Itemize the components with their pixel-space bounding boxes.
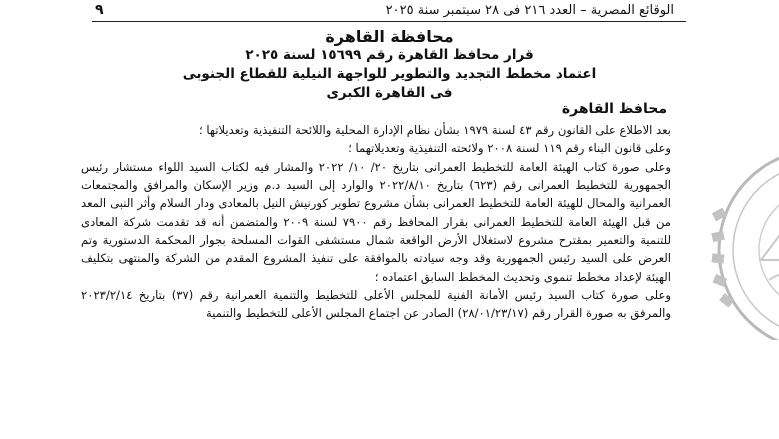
gazette-header-title: الوقائع المصرية – العدد ٢١٦ فى ٢٨ سبتمبر سنة ٢٠٢٥ [385, 3, 674, 18]
preamble-paragraph: وعلى صورة كتاب الهيئة العامة للتخطيط العمرانى بتاريخ ٢٠/ ١٠/ ٢٠٢٢ والمشار فيه لكتاب السيد اللواء مستشار رئيس الجمهورية للتخطيط العمرانى رقم (٦٢٣) بتاريخ ٢٠٢٢/٨/١٠ والوارد إلى السيد د.م وزير الإسكان والمرافق والمجتمعات العمرانية والمحال للهيئة العامة للتخطيط العمرانى بشأن مشروع تطوير كورنيش النيل بالمعادى ودار السلام وأثر النبى المعد من قبل الهيئة العامة للتخطيط العمرانى بقرار المحافظ رقم ٧٩٠٠ لسنة ٢٠٠٩ والمتضمن أنه قد تقدمت شركة المعادى للتنمية والتعمير بمقترح مشروع لاستغلال الأرض الواقعة شمال مستشفى القوات المسلحة بجوار المحكمة الدستورية وتم العرض على السيد رئيس الجمهورية وقد وجه سيادته بالموافقة على تنفيذ المشروع المقدم من الشركة والمنتهى بتكليف الهيئة لإعداد مخطط تنموى وتحديث المخطط السابق اعتماده ؛ [81, 159, 672, 284]
header-rule [92, 21, 686, 22]
issuer-heading: محافظ القاهرة [561, 101, 667, 117]
governorate-heading: محافظة القاهرة [325, 27, 454, 46]
official-seal-watermark [709, 140, 779, 340]
page-number: ٩ [95, 2, 104, 18]
decree-subject-line-1: اعتماد مخطط التجديد والتطوير للواجهة النيلية للقطاع الجنوبى [182, 66, 597, 82]
decree-subject-line-2: فى القاهرة الكبرى [326, 85, 453, 101]
preamble-paragraph: وعلى صورة كتاب السيد رئيس الأمانة الفنية للمجلس الأعلى للتخطيط والتنمية العمرانية رقم (٣٧) بتاريخ ٢٠٢٣/٢/١٤ والمرفق به صورة القرار رقم (٢٨/٠١/٢٣/١٧) الصادر عن اجتماع المجلس الأعلى للتخطيط والتنمية [81, 288, 671, 321]
preamble-paragraph: وعلى قانون البناء رقم ١١٩ لسنة ٢٠٠٨ ولائحته التنفيذية وتعديلاتهما ؛ [348, 141, 671, 156]
decree-body [81, 121, 671, 323]
preamble-paragraph: بعد الاطلاع على القانون رقم ٤٣ لسنة ١٩٧٩ بشأن نظام الإدارة المحلية واللائحة التنفيذية وتعديلاتها ؛ [199, 123, 671, 137]
decree-title: قرار محافظ القاهرة رقم ١٥٦٩٩ لسنة ٢٠٢٥ [245, 47, 534, 63]
seal-emblem-icon [709, 140, 779, 340]
